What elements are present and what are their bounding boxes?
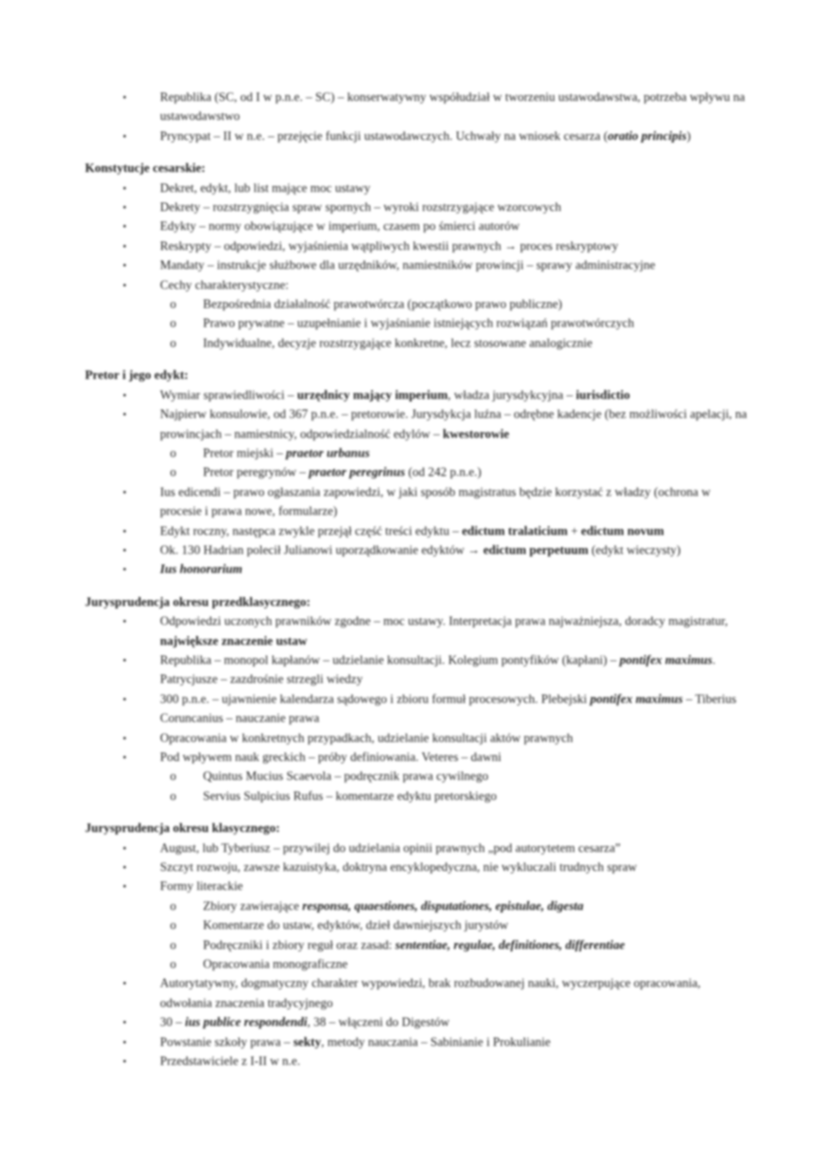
bullet-marker: o — [170, 465, 177, 480]
bullet-marker: ▪ — [123, 732, 127, 743]
sub-bullet-item — [85, 444, 753, 463]
sub-bullet-item — [85, 314, 753, 333]
bullet-item — [85, 541, 753, 560]
bullet-marker: o — [170, 297, 177, 312]
bullet-item — [85, 386, 753, 405]
bullet-text: Pryncypat – II w n.e. – przejęcie funkcji ustawodawczych. Uchwały na wniosek cesarza (oratio principis) — [160, 128, 691, 143]
sub-bullet-item — [85, 295, 753, 314]
bullet-list — [85, 88, 753, 146]
bullet-marker: ▪ — [123, 260, 127, 271]
bullet-text: Cechy charakterystyczne: — [160, 277, 289, 292]
bullet-text: 300 p.n.e. – ujawnienie kalendarza sądowego i zbioru formuł procesowych. Plebejski pontifex maximus – Tiberius Coruncanius – nauczanie prawa — [160, 691, 737, 726]
bullet-text: Powstanie szkoły prawa – sekty, metody nauczania – Sabinianie i Prokulianie — [160, 1034, 551, 1049]
bullet-text: Pretor miejski – praetor urbanus — [203, 445, 370, 460]
sub-bullet-item — [85, 463, 753, 482]
bullet-item — [85, 405, 753, 444]
bullet-item — [85, 127, 753, 146]
bullet-marker: ▪ — [123, 202, 127, 213]
bullet-marker: ▪ — [123, 240, 127, 251]
bullet-text: Pretor peregrynów – praetor peregrinus (od 242 p.n.e.) — [203, 465, 482, 480]
bullet-marker: o — [170, 335, 177, 350]
bullet-marker: o — [170, 957, 177, 972]
section-heading: Pretor i jego edykt: — [85, 368, 189, 383]
bullet-text: Autorytatywny, dogmatyczny charakter wypowiedzi, brak rozbudowanej nauki, wyczerpujące opracowania, odwołania znaczenia tradycyjnego — [160, 976, 701, 1010]
bullet-marker: ▪ — [123, 862, 127, 873]
bullet-text: Ius honorarium — [160, 562, 243, 577]
bullet-text: Formy literackie — [160, 879, 243, 894]
bullet-item — [85, 198, 753, 217]
bullet-item — [85, 651, 753, 690]
bullet-marker: ▪ — [123, 221, 127, 232]
bullet-text: Szczyt rozwoju, zawsze kazuistyka, doktryna encyklopedyczna, nie wykluczali trudnych spraw — [160, 860, 637, 875]
bullet-text: Dekret, edykt, lub list mające moc ustawy — [160, 180, 371, 195]
bullet-text: Mandaty – instrukcje służbowe dla urzędników, namiestników prowincji – sprawy administracyjne — [160, 258, 656, 273]
bullet-text: Dekrety – rozstrzygnięcia spraw spornych – wyroki rozstrzygające wzorcowych — [160, 200, 562, 215]
section — [85, 819, 753, 1071]
bullet-list — [85, 612, 753, 806]
bullet-list — [85, 179, 753, 354]
bullet-text: Ok. 130 Hadrian polecił Julianowi uporządkowanie edyktów → edictum perpetuum (edykt wieczysty) — [160, 542, 681, 557]
bullet-marker: ▪ — [123, 842, 127, 853]
bullet-marker: ▪ — [123, 1056, 127, 1067]
bullet-marker: ▪ — [123, 752, 127, 762]
bullet-marker: ▪ — [123, 182, 127, 193]
bullet-text: 30 – ius publice respondendi, 38 – włączeni do Digestów — [160, 1015, 450, 1030]
bullet-item — [85, 839, 753, 858]
bullet-marker: o — [170, 788, 177, 803]
bullet-marker: ▪ — [123, 881, 127, 892]
bullet-text: Podręczniki i zbiory reguł oraz zasad: sententiae, regulae, definitiones, differentiae — [203, 937, 625, 952]
bullet-marker: ▪ — [123, 279, 127, 290]
bullet-marker: ▪ — [123, 486, 127, 497]
bullet-text: Indywidualne, decyzje rozstrzygające konkretne, lecz stosowane analogicznie — [203, 335, 593, 350]
bullet-text: Quintus Mucius Scaevola – podręcznik prawa cywilnego — [203, 769, 489, 784]
bullet-text: Odpowiedzi uczonych prawników zgodne – moc ustawy. Interpretacja prawa najważniejsza, doradcy magistratur, największe znaczenie ustaw — [160, 614, 728, 648]
section-heading: Konstytucje cesarskie: — [85, 161, 206, 176]
bullet-item — [85, 1052, 753, 1071]
section — [85, 366, 753, 579]
bullet-item — [85, 1033, 753, 1052]
bullet-list — [85, 386, 753, 580]
bullet-marker: o — [170, 445, 177, 460]
bullet-item — [85, 748, 753, 767]
bullet-text: Prawo prywatne – uzupełnianie i wyjaśnianie istniejących rozwiązań prawotwórczych — [203, 316, 635, 331]
bullet-text: Ius edicendi – prawo ogłaszania zapowiedzi, w jaki sposób magistratus będzie korzystać z władzy (ochrona w procesie i prawa nowe, formularze) — [160, 484, 711, 519]
bullet-marker: o — [170, 769, 177, 784]
bullet-text: Bezpośrednia działalność prawotwórcza (początkowo prawo publiczne) — [203, 297, 563, 312]
section — [85, 88, 753, 146]
sub-bullet-item — [85, 955, 753, 974]
bullet-item — [85, 690, 753, 729]
bullet-text: Opracowania monograficzne — [203, 957, 348, 972]
document-content — [85, 88, 753, 1072]
bullet-text: Zbiory zawierające responsa, quaestiones, disputationes, epistulae, digesta — [203, 898, 584, 913]
bullet-marker: o — [170, 316, 177, 331]
bullet-item — [85, 88, 753, 127]
bullet-item — [85, 877, 753, 896]
bullet-marker: ▪ — [123, 130, 127, 141]
bullet-text: Przedstawiciele z I-II w n.e. — [160, 1054, 301, 1069]
bullet-marker: ▪ — [123, 654, 127, 665]
bullet-text: Wymiar sprawiedliwości – urzędnicy mający imperium, władza jurysdykcyjna – iurisdictio — [160, 387, 630, 402]
bullet-text: Edykt roczny, następca zwykle przejął część treści edyktu – edictum tralaticium + edictum novum — [160, 523, 665, 538]
bullet-text: August, lub Tyberiusz – przywilej do udzielania opinii prawnych „pod autorytetem cesarza” — [160, 840, 621, 855]
bullet-marker: ▪ — [123, 693, 127, 704]
bullet-item — [85, 729, 753, 748]
section-heading: Jurysprudencja okresu przedklasycznego: — [85, 594, 311, 609]
bullet-text: Servius Sulpicius Rufus – komentarze edyktu pretorskiego — [203, 788, 497, 803]
sub-bullet-item — [85, 936, 753, 955]
bullet-text: Reskrypty – odpowiedzi, wyjaśnienia wątpliwych kwestii prawnych → proces reskryptowy — [160, 238, 619, 253]
bullet-item — [85, 256, 753, 275]
bullet-item — [85, 858, 753, 877]
bullet-marker: ▪ — [123, 544, 127, 555]
bullet-text: Pod wpływem nauk greckich – próby definiowania. Veteres – dawni — [160, 750, 502, 764]
bullet-item — [85, 560, 753, 579]
bullet-item — [85, 237, 753, 256]
bullet-item — [85, 612, 753, 651]
bullet-list — [85, 839, 753, 1072]
bullet-item — [85, 276, 753, 295]
bullet-marker: ▪ — [123, 409, 127, 420]
bullet-marker: o — [170, 937, 177, 952]
bullet-marker: ▪ — [123, 1017, 127, 1028]
section — [85, 593, 753, 806]
bullet-marker: ▪ — [123, 92, 127, 102]
sub-bullet-item — [85, 897, 753, 916]
sub-bullet-item — [85, 767, 753, 786]
section-heading: Jurysprudencja okresu klasycznego: — [85, 821, 280, 836]
bullet-item — [85, 217, 753, 236]
bullet-item — [85, 1013, 753, 1032]
sub-bullet-item — [85, 787, 753, 806]
bullet-text: Edykty – normy obowiązujące w imperium, czasem po śmierci autorów — [160, 219, 520, 234]
sub-bullet-item — [85, 334, 753, 353]
bullet-marker: ▪ — [123, 564, 127, 575]
bullet-text: Najpierw konsulowie, od 367 p.n.e. – pretorowie. Jurysdykcja luźna – odrębne kadencje (bez możliwości apelacji, na prowincjach – namiestnicy, odpowiedzialność edylów – kwestorowie — [160, 407, 747, 441]
bullet-marker: ▪ — [123, 1036, 127, 1047]
bullet-text: Opracowania w konkretnych przypadkach, udzielanie konsultacji aktów prawnych — [160, 730, 574, 745]
bullet-item — [85, 483, 753, 522]
bullet-item — [85, 179, 753, 198]
bullet-item — [85, 522, 753, 541]
bullet-text: Komentarze do ustaw, edyktów, dzieł dawniejszych jurystów — [203, 918, 509, 933]
bullet-marker: o — [170, 898, 177, 913]
bullet-marker: ▪ — [123, 389, 127, 400]
bullet-marker: ▪ — [123, 978, 127, 989]
bullet-marker: o — [170, 918, 177, 933]
section — [85, 159, 753, 353]
bullet-text: Republika – monopol kapłanów – udzielanie konsultacji. Kolegium pontyfików (kapłani) – pontifex maximus. Patrycjusze – zazdrośnie strzegli wiedzy — [160, 652, 716, 687]
sub-bullet-item — [85, 916, 753, 935]
bullet-text: Republika (SC, od I w p.n.e. – SC) – konserwatywny współudział w tworzeniu ustawodawstwa, potrzeba wpływu na ustawodawstwo — [160, 90, 745, 124]
bullet-marker: ▪ — [123, 525, 127, 536]
bullet-item — [85, 974, 753, 1013]
bullet-marker: ▪ — [123, 616, 127, 627]
